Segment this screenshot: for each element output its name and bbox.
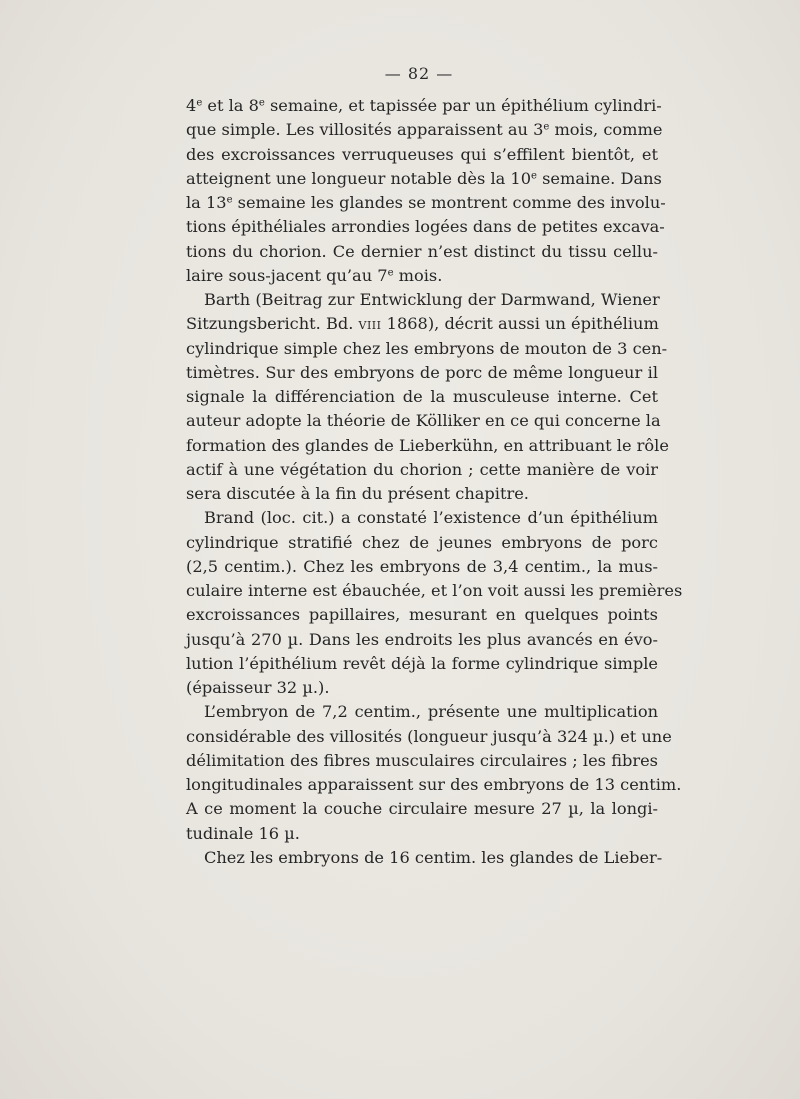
text-line: tions épithéliales arrondies logées dans de petites excava-: [186, 217, 665, 237]
text-line: (épaisseur 32 µ.).: [186, 678, 330, 697]
text-line: L’embryon de 7,2 centim., présente une multiplication: [204, 702, 658, 722]
text-line: Brand (loc. cit.) a constaté l’existence d’un épithélium: [204, 508, 658, 528]
text-line: Chez les embryons de 16 centim. les glandes de Lieber-: [204, 847, 663, 867]
text-line: Sitzungsbericht. Bd. viii 1868), décrit aussi un épithélium: [186, 314, 659, 334]
text-line: cylindrique stratifié chez de jeunes embryons de porc: [186, 532, 658, 552]
text-line: des excroissances verruqueuses qui s’effilent bientôt, et: [186, 144, 658, 164]
text-line: 4e et la 8e semaine, et tapissée par un épithélium cylindri-: [186, 96, 662, 115]
text-line: A ce moment la couche circulaire mesure 27 µ, la longi-: [186, 799, 658, 819]
text-line: excroissances papillaires, mesurant en quelques points: [186, 605, 658, 625]
page-number: — 82 —: [384, 64, 454, 83]
text-line: culaire interne est ébauchée, et l’on voit aussi les premières: [186, 581, 683, 600]
text-line: que simple. Les villosités apparaissent au 3e mois, comme: [186, 120, 663, 140]
body-text: [186, 94, 683, 870]
text-line: actif à une végétation du chorion ; cette manière de voir: [186, 459, 658, 479]
text-line: atteignent une longueur notable dès la 10e semaine. Dans: [186, 168, 662, 188]
text-line: signale la différenciation de la musculeuse interne. Cet: [186, 387, 658, 406]
text-line: tions du chorion. Ce dernier n’est distinct du tissu cellu-: [186, 241, 658, 261]
text-line: tudinale 16 µ.: [186, 823, 300, 843]
text-line: laire sous-jacent qu’au 7e mois.: [186, 265, 443, 285]
text-line: auteur adopte la théorie de Kölliker en ce qui concerne la: [186, 411, 661, 431]
text-line: longitudinales apparaissent sur des embryons de 13 centim.: [186, 775, 682, 794]
text-line: formation des glandes de Lieberkühn, en attribuant le rôle: [186, 435, 669, 455]
text-line: cylindrique simple chez les embryons de mouton de 3 cen-: [186, 338, 668, 358]
text-line: considérable des villosités (longueur jusqu’à 324 µ.) et une: [186, 726, 672, 746]
text-line: lution l’épithélium revêt déjà la forme cylindrique simple: [186, 653, 658, 673]
text-line: délimitation des fibres musculaires circulaires ; les fibres: [186, 750, 658, 770]
text-line: sera discutée à la fin du présent chapitre.: [186, 484, 529, 503]
text-line: jusqu’à 270 µ. Dans les endroits les plus avancés en évo-: [186, 629, 658, 649]
text-line: Barth (Beitrag zur Entwicklung der Darmwand, Wiener: [204, 290, 660, 309]
text-line: la 13e semaine les glandes se montrent comme des involu-: [186, 193, 666, 212]
text-line: timètres. Sur des embryons de porc de même longueur il: [186, 362, 658, 382]
text-line: (2,5 centim.). Chez les embryons de 3,4 centim., la mus-: [186, 556, 658, 576]
